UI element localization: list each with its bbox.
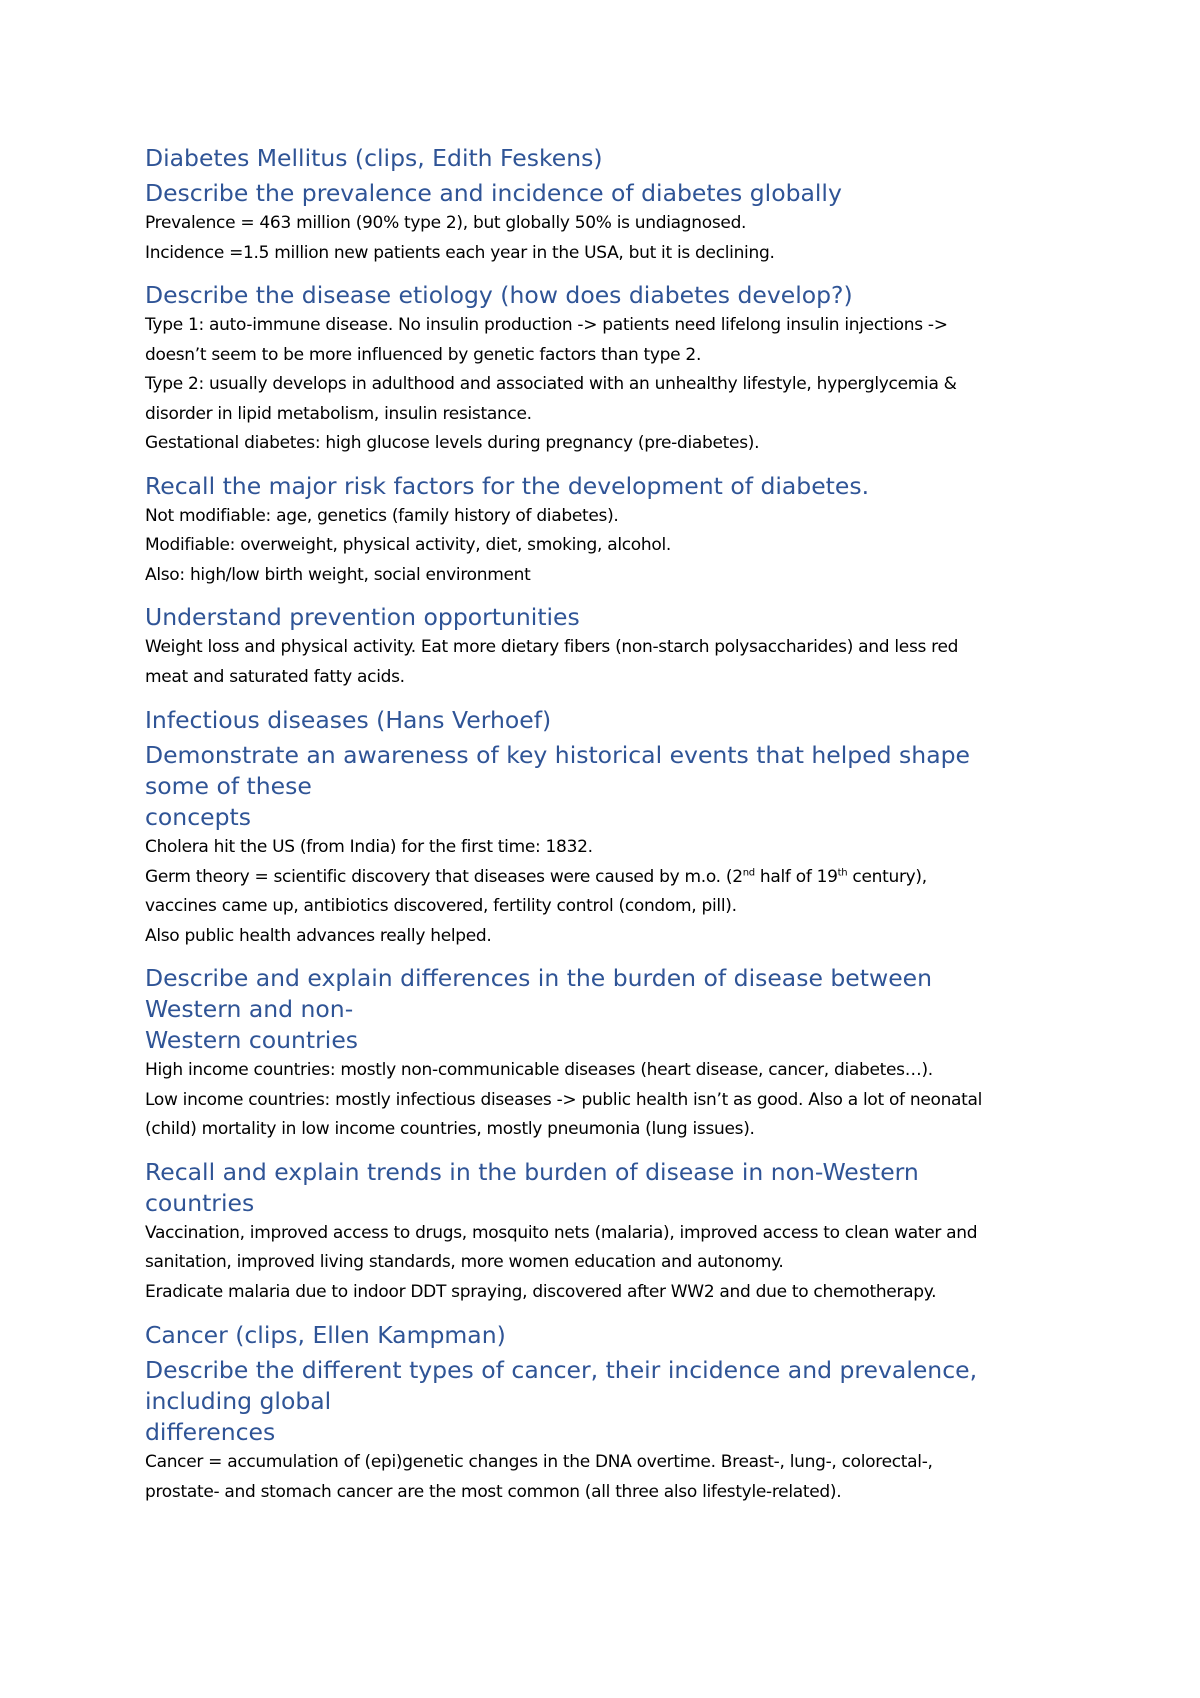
topic-heading: some of these <box>145 772 312 800</box>
text-run: century), <box>847 866 927 887</box>
body-line: Low income countries: mostly infectious diseases -> public health isn’t as good. Also a lot of neonatal <box>145 1089 983 1110</box>
body-line: Type 2: usually develops in adulthood and associated with an unhealthy lifestyle, hyperglycemia & <box>145 374 957 394</box>
topic-heading: Recall and explain trends in the burden of disease in non-Western <box>145 1157 919 1186</box>
body-line: Vaccination, improved access to drugs, mosquito nets (malaria), improved access to clean water and <box>145 1222 978 1243</box>
topic-heading: Western countries <box>145 1026 359 1054</box>
body-line: disorder in lipid metabolism, insulin resistance. <box>145 403 532 424</box>
body-line: sanitation, improved living standards, more women education and autonomy. <box>145 1252 784 1272</box>
topic-heading: Describe the prevalence and incidence of diabetes globally <box>145 179 842 207</box>
topic-heading: Western and non- <box>145 995 354 1023</box>
topic-heading: Describe the different types of cancer, their incidence and prevalence, <box>145 1356 978 1384</box>
section-diabetes <box>145 143 1075 692</box>
section-title: Diabetes Mellitus (clips, Edith Feskens) <box>145 144 603 172</box>
body-line: Incidence =1.5 million new patients each year in the USA, but it is declining. <box>145 242 775 263</box>
text-run: Germ theory = scientific discovery that diseases were caused by m.o. (2 <box>145 866 743 887</box>
body-line: High income countries: mostly non-communicable diseases (heart disease, cancer, diabetes…). <box>145 1060 933 1080</box>
body-line: prostate- and stomach cancer are the most common (all three also lifestyle-related). <box>145 1481 842 1502</box>
topic-heading: Demonstrate an awareness of key historical events that helped shape <box>145 741 970 769</box>
body-line: Also: high/low birth weight, social environment <box>145 564 531 585</box>
body-line: (child) mortality in low income countries, mostly pneumonia (lung issues). <box>145 1119 755 1139</box>
body-line: meat and saturated fatty acids. <box>145 666 405 687</box>
topic-heading: Understand prevention opportunities <box>145 603 580 631</box>
body-line: Cholera hit the US (from India) for the first time: 1832. <box>145 837 593 857</box>
section-cancer <box>145 1320 1075 1507</box>
topic-heading: differences <box>145 1418 276 1446</box>
section-title: Infectious diseases (Hans Verhoef) <box>145 706 552 734</box>
topic-heading: Describe the disease etiology (how does diabetes develop?) <box>145 281 853 309</box>
body-line: doesn’t seem to be more influenced by genetic factors than type 2. <box>145 344 702 365</box>
section-title: Cancer (clips, Ellen Kampman) <box>145 1321 506 1349</box>
body-line: Weight loss and physical activity. Eat more dietary fibers (non-starch polysaccharides) and less red <box>145 637 959 657</box>
body-line: Type 1: auto-immune disease. No insulin production -> patients need lifelong insulin injections -> <box>145 315 948 335</box>
document-content <box>145 143 1075 1507</box>
topic-heading: countries <box>145 1188 255 1217</box>
text-run: half of 19 <box>754 866 838 887</box>
superscript: th <box>837 866 848 878</box>
body-line: Modifiable: overweight, physical activity, diet, smoking, alcohol. <box>145 535 672 555</box>
body-line <box>145 863 1075 893</box>
topic-heading: including global <box>145 1387 332 1415</box>
body-line: Also public health advances really helped. <box>145 925 492 946</box>
topic-heading: Describe and explain differences in the burden of disease between <box>145 964 932 992</box>
section-infectious-diseases <box>145 705 1075 1307</box>
superscript: nd <box>742 866 755 878</box>
body-line: vaccines came up, antibiotics discovered, fertility control (condom, pill). <box>145 896 737 916</box>
body-line: Prevalence = 463 million (90% type 2), but globally 50% is undiagnosed. <box>145 213 747 233</box>
topic-heading: concepts <box>145 803 251 831</box>
body-line: Not modifiable: age, genetics (family history of diabetes). <box>145 505 619 526</box>
body-line: Eradicate malaria due to indoor DDT spraying, discovered after WW2 and due to chemotherapy. <box>145 1281 937 1302</box>
body-line: Cancer = accumulation of (epi)genetic changes in the DNA overtime. Breast-, lung-, colorectal-, <box>145 1452 933 1472</box>
body-line: Gestational diabetes: high glucose levels during pregnancy (pre-diabetes). <box>145 433 760 453</box>
topic-heading: Recall the major risk factors for the development of diabetes. <box>145 471 870 500</box>
